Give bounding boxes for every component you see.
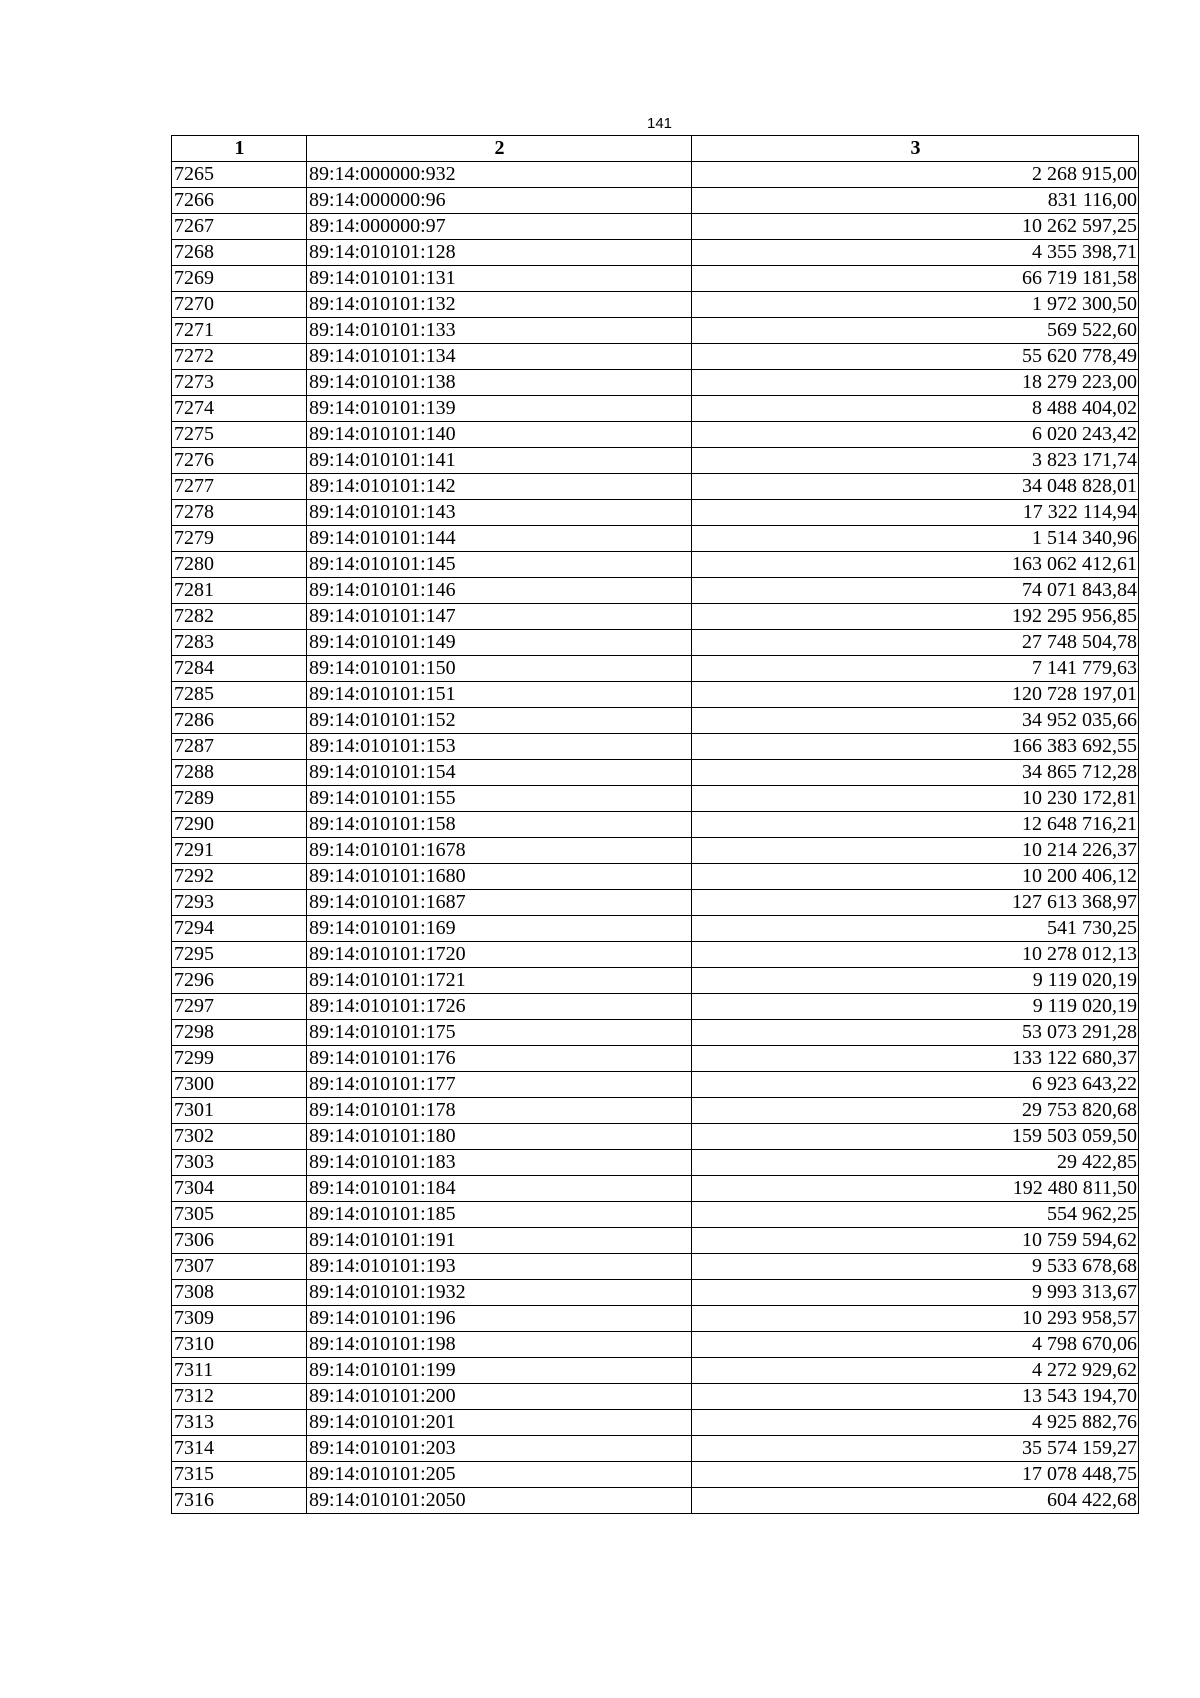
- row-number: 7283: [172, 630, 307, 656]
- table-row: [172, 474, 1139, 500]
- table-row: [172, 396, 1139, 422]
- row-number: 7268: [172, 240, 307, 266]
- cadastral-number: 89:14:010101:201: [307, 1410, 692, 1436]
- cadastral-value: 10 759 594,62: [692, 1228, 1139, 1254]
- cadastral-value: 13 543 194,70: [692, 1384, 1139, 1410]
- row-number: 7269: [172, 266, 307, 292]
- header-row: [172, 136, 1139, 162]
- cadastral-value: 6 923 643,22: [692, 1072, 1139, 1098]
- cadastral-value: 192 480 811,50: [692, 1176, 1139, 1202]
- cadastral-number: 89:14:010101:151: [307, 682, 692, 708]
- row-number: 7316: [172, 1488, 307, 1514]
- cadastral-number: 89:14:010101:132: [307, 292, 692, 318]
- column-header-3: 3: [692, 136, 1139, 162]
- table-row: [172, 370, 1139, 396]
- row-number: 7311: [172, 1358, 307, 1384]
- cadastral-number: 89:14:010101:1687: [307, 890, 692, 916]
- cadastral-value: 10 230 172,81: [692, 786, 1139, 812]
- cadastral-number: 89:14:010101:1680: [307, 864, 692, 890]
- table-row: [172, 1306, 1139, 1332]
- row-number: 7305: [172, 1202, 307, 1228]
- row-number: 7303: [172, 1150, 307, 1176]
- row-number: 7285: [172, 682, 307, 708]
- cadastral-number: 89:14:010101:141: [307, 448, 692, 474]
- row-number: 7289: [172, 786, 307, 812]
- row-number: 7284: [172, 656, 307, 682]
- row-number: 7267: [172, 214, 307, 240]
- cadastral-number: 89:14:010101:138: [307, 370, 692, 396]
- cadastral-value: 10 278 012,13: [692, 942, 1139, 968]
- cadastral-value: 1 514 340,96: [692, 526, 1139, 552]
- row-number: 7291: [172, 838, 307, 864]
- column-header-2: 2: [307, 136, 692, 162]
- table-row: [172, 838, 1139, 864]
- cadastral-number: 89:14:010101:1726: [307, 994, 692, 1020]
- row-number: 7306: [172, 1228, 307, 1254]
- table-row: [172, 1332, 1139, 1358]
- table-row: [172, 1228, 1139, 1254]
- cadastral-value: 9 533 678,68: [692, 1254, 1139, 1280]
- row-number: 7277: [172, 474, 307, 500]
- cadastral-value: 4 925 882,76: [692, 1410, 1139, 1436]
- row-number: 7288: [172, 760, 307, 786]
- row-number: 7278: [172, 500, 307, 526]
- row-number: 7301: [172, 1098, 307, 1124]
- cadastral-number: 89:14:010101:152: [307, 708, 692, 734]
- cadastral-value: 163 062 412,61: [692, 552, 1139, 578]
- table-row: [172, 760, 1139, 786]
- cadastral-number: 89:14:010101:2050: [307, 1488, 692, 1514]
- table-row: [172, 1410, 1139, 1436]
- row-number: 7265: [172, 162, 307, 188]
- cadastral-number: 89:14:010101:1721: [307, 968, 692, 994]
- cadastral-value: 159 503 059,50: [692, 1124, 1139, 1150]
- cadastral-number: 89:14:000000:932: [307, 162, 692, 188]
- cadastral-value: 18 279 223,00: [692, 370, 1139, 396]
- row-number: 7298: [172, 1020, 307, 1046]
- cadastral-number: 89:14:010101:1678: [307, 838, 692, 864]
- cadastral-value: 9 993 313,67: [692, 1280, 1139, 1306]
- cadastral-value: 10 293 958,57: [692, 1306, 1139, 1332]
- row-number: 7293: [172, 890, 307, 916]
- cadastral-number: 89:14:010101:149: [307, 630, 692, 656]
- cadastral-number: 89:14:010101:180: [307, 1124, 692, 1150]
- cadastral-number: 89:14:010101:1932: [307, 1280, 692, 1306]
- cadastral-value: 34 952 035,66: [692, 708, 1139, 734]
- cadastral-value: 554 962,25: [692, 1202, 1139, 1228]
- cadastral-number: 89:14:010101:131: [307, 266, 692, 292]
- table-row: [172, 1462, 1139, 1488]
- row-number: 7304: [172, 1176, 307, 1202]
- cadastral-number: 89:14:010101:200: [307, 1384, 692, 1410]
- column-header-1: 1: [172, 136, 307, 162]
- cadastral-value: 2 268 915,00: [692, 162, 1139, 188]
- cadastral-value: 166 383 692,55: [692, 734, 1139, 760]
- table-row: [172, 942, 1139, 968]
- cadastral-value-table: [171, 135, 1139, 1514]
- row-number: 7300: [172, 1072, 307, 1098]
- cadastral-number: 89:14:010101:198: [307, 1332, 692, 1358]
- cadastral-number: 89:14:010101:183: [307, 1150, 692, 1176]
- table-row: [172, 682, 1139, 708]
- cadastral-number: 89:14:010101:143: [307, 500, 692, 526]
- cadastral-value: 4 355 398,71: [692, 240, 1139, 266]
- cadastral-number: 89:14:000000:97: [307, 214, 692, 240]
- table-header: [172, 136, 1139, 162]
- table-row: [172, 1046, 1139, 1072]
- table-row: [172, 1150, 1139, 1176]
- row-number: 7282: [172, 604, 307, 630]
- cadastral-value: 127 613 368,97: [692, 890, 1139, 916]
- row-number: 7266: [172, 188, 307, 214]
- table-row: [172, 344, 1139, 370]
- row-number: 7315: [172, 1462, 307, 1488]
- cadastral-value: 17 322 114,94: [692, 500, 1139, 526]
- table-row: [172, 734, 1139, 760]
- table-row: [172, 656, 1139, 682]
- cadastral-number: 89:14:010101:140: [307, 422, 692, 448]
- cadastral-value: 541 730,25: [692, 916, 1139, 942]
- row-number: 7272: [172, 344, 307, 370]
- cadastral-value: 29 422,85: [692, 1150, 1139, 1176]
- table-row: [172, 526, 1139, 552]
- row-number: 7270: [172, 292, 307, 318]
- cadastral-number: 89:14:010101:145: [307, 552, 692, 578]
- table-row: [172, 812, 1139, 838]
- cadastral-value: 29 753 820,68: [692, 1098, 1139, 1124]
- cadastral-number: 89:14:000000:96: [307, 188, 692, 214]
- table-row: [172, 1280, 1139, 1306]
- row-number: 7280: [172, 552, 307, 578]
- table-row: [172, 240, 1139, 266]
- row-number: 7294: [172, 916, 307, 942]
- cadastral-number: 89:14:010101:153: [307, 734, 692, 760]
- row-number: 7296: [172, 968, 307, 994]
- table-row: [172, 604, 1139, 630]
- table-row: [172, 994, 1139, 1020]
- cadastral-number: 89:14:010101:158: [307, 812, 692, 838]
- cadastral-value: 7 141 779,63: [692, 656, 1139, 682]
- cadastral-number: 89:14:010101:175: [307, 1020, 692, 1046]
- cadastral-value: 9 119 020,19: [692, 994, 1139, 1020]
- cadastral-number: 89:14:010101:144: [307, 526, 692, 552]
- table-body: [172, 162, 1139, 1514]
- cadastral-value: 27 748 504,78: [692, 630, 1139, 656]
- cadastral-number: 89:14:010101:146: [307, 578, 692, 604]
- cadastral-value: 10 214 226,37: [692, 838, 1139, 864]
- cadastral-value: 10 262 597,25: [692, 214, 1139, 240]
- row-number: 7307: [172, 1254, 307, 1280]
- row-number: 7309: [172, 1306, 307, 1332]
- cadastral-number: 89:14:010101:191: [307, 1228, 692, 1254]
- cadastral-value: 34 048 828,01: [692, 474, 1139, 500]
- row-number: 7271: [172, 318, 307, 344]
- cadastral-number: 89:14:010101:193: [307, 1254, 692, 1280]
- cadastral-number: 89:14:010101:154: [307, 760, 692, 786]
- cadastral-value: 569 522,60: [692, 318, 1139, 344]
- cadastral-value: 35 574 159,27: [692, 1436, 1139, 1462]
- cadastral-value: 8 488 404,02: [692, 396, 1139, 422]
- row-number: 7281: [172, 578, 307, 604]
- table-row: [172, 552, 1139, 578]
- table-row: [172, 422, 1139, 448]
- table-row: [172, 1202, 1139, 1228]
- table-row: [172, 214, 1139, 240]
- row-number: 7302: [172, 1124, 307, 1150]
- cadastral-number: 89:14:010101:155: [307, 786, 692, 812]
- table-row: [172, 1124, 1139, 1150]
- cadastral-value: 55 620 778,49: [692, 344, 1139, 370]
- cadastral-value: 831 116,00: [692, 188, 1139, 214]
- row-number: 7274: [172, 396, 307, 422]
- table-row: [172, 890, 1139, 916]
- table-row: [172, 500, 1139, 526]
- row-number: 7287: [172, 734, 307, 760]
- table-row: [172, 578, 1139, 604]
- cadastral-number: 89:14:010101:169: [307, 916, 692, 942]
- page-number: 141: [646, 115, 673, 132]
- cadastral-value: 3 823 171,74: [692, 448, 1139, 474]
- cadastral-value: 604 422,68: [692, 1488, 1139, 1514]
- cadastral-number: 89:14:010101:150: [307, 656, 692, 682]
- cadastral-number: 89:14:010101:142: [307, 474, 692, 500]
- table-row: [172, 1176, 1139, 1202]
- table-row: [172, 1020, 1139, 1046]
- cadastral-number: 89:14:010101:176: [307, 1046, 692, 1072]
- table-row: [172, 1436, 1139, 1462]
- cadastral-number: 89:14:010101:178: [307, 1098, 692, 1124]
- table-row: [172, 1488, 1139, 1514]
- cadastral-value: 4 798 670,06: [692, 1332, 1139, 1358]
- cadastral-value: 192 295 956,85: [692, 604, 1139, 630]
- cadastral-number: 89:14:010101:133: [307, 318, 692, 344]
- table-row: [172, 266, 1139, 292]
- cadastral-number: 89:14:010101:147: [307, 604, 692, 630]
- cadastral-number: 89:14:010101:196: [307, 1306, 692, 1332]
- table-row: [172, 1072, 1139, 1098]
- row-number: 7273: [172, 370, 307, 396]
- table-row: [172, 162, 1139, 188]
- cadastral-number: 89:14:010101:203: [307, 1436, 692, 1462]
- cadastral-value: 6 020 243,42: [692, 422, 1139, 448]
- cadastral-value: 1 972 300,50: [692, 292, 1139, 318]
- row-number: 7297: [172, 994, 307, 1020]
- row-number: 7313: [172, 1410, 307, 1436]
- table-row: [172, 864, 1139, 890]
- cadastral-value: 17 078 448,75: [692, 1462, 1139, 1488]
- cadastral-number: 89:14:010101:1720: [307, 942, 692, 968]
- cadastral-number: 89:14:010101:184: [307, 1176, 692, 1202]
- cadastral-value: 10 200 406,12: [692, 864, 1139, 890]
- row-number: 7295: [172, 942, 307, 968]
- table-row: [172, 188, 1139, 214]
- cadastral-value: 74 071 843,84: [692, 578, 1139, 604]
- table-row: [172, 968, 1139, 994]
- table-row: [172, 1358, 1139, 1384]
- cadastral-value: 9 119 020,19: [692, 968, 1139, 994]
- table-row: [172, 1098, 1139, 1124]
- cadastral-number: 89:14:010101:139: [307, 396, 692, 422]
- cadastral-number: 89:14:010101:205: [307, 1462, 692, 1488]
- table-row: [172, 708, 1139, 734]
- cadastral-number: 89:14:010101:185: [307, 1202, 692, 1228]
- table-row: [172, 630, 1139, 656]
- row-number: 7312: [172, 1384, 307, 1410]
- row-number: 7310: [172, 1332, 307, 1358]
- cadastral-number: 89:14:010101:177: [307, 1072, 692, 1098]
- table-row: [172, 1384, 1139, 1410]
- cadastral-value: 12 648 716,21: [692, 812, 1139, 838]
- cadastral-number: 89:14:010101:199: [307, 1358, 692, 1384]
- row-number: 7314: [172, 1436, 307, 1462]
- cadastral-number: 89:14:010101:128: [307, 240, 692, 266]
- row-number: 7275: [172, 422, 307, 448]
- row-number: 7299: [172, 1046, 307, 1072]
- row-number: 7292: [172, 864, 307, 890]
- row-number: 7279: [172, 526, 307, 552]
- table-row: [172, 448, 1139, 474]
- table-row: [172, 786, 1139, 812]
- cadastral-value: 120 728 197,01: [692, 682, 1139, 708]
- row-number: 7286: [172, 708, 307, 734]
- row-number: 7290: [172, 812, 307, 838]
- cadastral-value: 133 122 680,37: [692, 1046, 1139, 1072]
- table-row: [172, 1254, 1139, 1280]
- table-row: [172, 916, 1139, 942]
- cadastral-value: 34 865 712,28: [692, 760, 1139, 786]
- row-number: 7308: [172, 1280, 307, 1306]
- cadastral-number: 89:14:010101:134: [307, 344, 692, 370]
- cadastral-value: 4 272 929,62: [692, 1358, 1139, 1384]
- row-number: 7276: [172, 448, 307, 474]
- cadastral-value: 66 719 181,58: [692, 266, 1139, 292]
- table-row: [172, 292, 1139, 318]
- cadastral-value: 53 073 291,28: [692, 1020, 1139, 1046]
- table-row: [172, 318, 1139, 344]
